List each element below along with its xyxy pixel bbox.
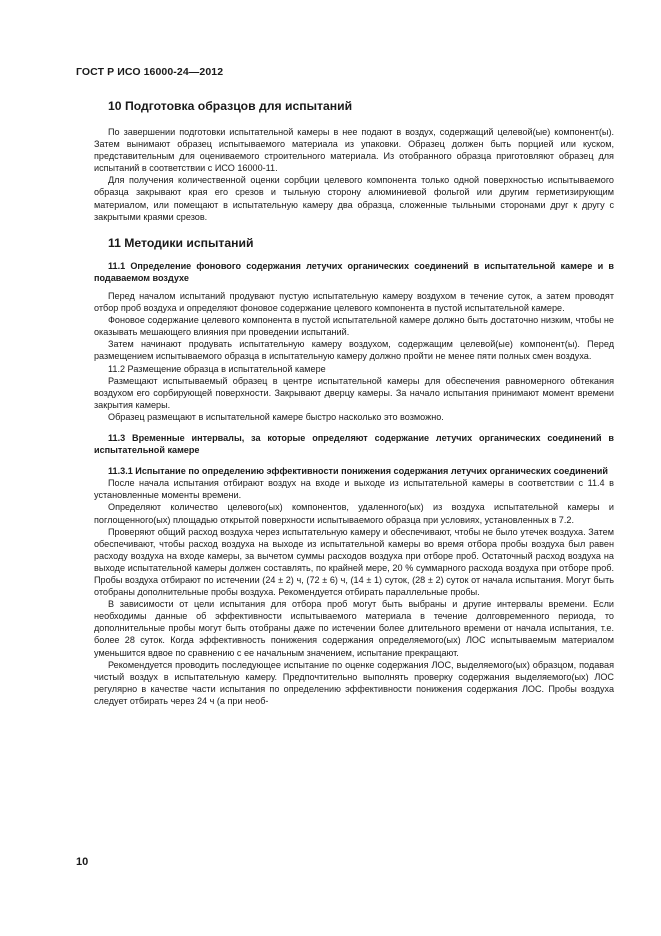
section-11-title: 11 Методики испытаний — [108, 235, 254, 250]
paragraph: Перед началом испытаний продувают пустую испытательную камеру воздухом в течение суток, а затем проводят отбор проб воздуха и определяют фоновое содержание целевого компонента в пустой испытательной камере. — [94, 290, 614, 314]
paragraph: По завершении подготовки испытательной камеры в нее подают в воздух, содержащий целевой(ые) компонент(ы). Затем вынимают образец испытываемого материала из упаковки. Образец должен быть порцией или куском, представительным для оцениваемого строительного материала. Из отобранного образца приготовляют образец для испытаний в соответствии с ИСО 16000-11. — [94, 127, 614, 174]
paragraph: В зависимости от цели испытания для отбора проб могут быть выбраны и другие интервалы времени. Если необходимы данные об эффективности испытываемого материала в течение долговременного периода, то дополнительные пробы могут быть отобраны даже по истечении более длительного времени от начала испытания, т.е. более 28 суток. Когда эффективность понижения содержания определяемого(ых) ЛОС испытываемым материалом уменьшится вдвое по сравнению с ее начальным значением, испытание прекращают. — [94, 599, 614, 658]
subsection-11-3-heading: 11.3 Временные интервалы, за которые определяют содержание летучих органических соединений в испытательной камере — [94, 432, 614, 456]
paragraph: Рекомендуется проводить последующее испытание по оценке содержания ЛОС, выделяемого(ых) образцом, подавая чистый воздух в испытательную камеру. Предпочтительно выполнять проверку содержания выделяемого(ых) ЛОС регулярно в качестве части испытания по определению эффективности понижения содержания ЛОС. Пробы воздуха следует отбирать через 24 ч (а при необ- — [94, 659, 614, 706]
paragraph: После начала испытания отбирают воздух на входе и выходе из испытательной камеры в соответствии с 11.4 в установленные моменты времени. — [94, 478, 614, 501]
subsection-11-3-1-heading: 11.3.1 Испытание по определению эффективности понижения содержания летучих органических соединений — [108, 466, 608, 477]
paragraph: Определяют количество целевого(ых) компонентов, удаленного(ых) из воздуха испытательной камеры и поглощенного(ых) площадью открытой поверхности испытываемого образца при условиях, установленных в 7.2. — [94, 502, 614, 525]
page-body — [94, 92, 614, 707]
running-header: ГОСТ Р ИСО 16000-24—2012 — [76, 66, 224, 78]
subsection-11-2-heading: 11.2 Размещение образца в испытательной камере — [108, 363, 326, 374]
section-10-title: 10 Подготовка образцов для испытаний — [108, 99, 353, 113]
paragraph: Размещают испытываемый образец в центре испытательной камеры для обеспечения равномерного обтекания воздухом его сорбирующей поверхности. Закрывают дверцу камеры. За начало испытания принимают момент времени закрытия камеры. — [94, 375, 614, 410]
page-number: 10 — [76, 856, 89, 868]
subsection-11-1-heading: 11.1 Определение фонового содержания летучих органических соединений в испытательной камере и в подаваемом воздухе — [94, 260, 614, 283]
paragraph: Для получения количественной оценки сорбции целевого компонента только одной поверхностью испытываемого образца закрывают края его срезов и тыльную сторону алюминиевой фольгой или другим герметизирующим материалом, или помещают в испытательную камеру два образца, сложенные тыльными сторонами друг к другу с закрытыми краями срезов. — [94, 175, 614, 222]
paragraph: Фоновое содержание целевого компонента в пустой испытательной камере должно быть достаточно низким, чтобы не оказывать мешающего влияния при проведении испытаний. — [94, 315, 614, 338]
paragraph: Затем начинают продувать испытательную камеру воздухом, содержащим целевой(ые) компонент(ы). Перед размещением испытываемого образца в испытательную камеру должно пройти не менее пяти полных смен воздуха. — [94, 339, 614, 362]
paragraph: Проверяют общий расход воздуха через испытательную камеру и обеспечивают, чтобы не было утечек воздуха. Затем обеспечивают, чтобы расход воздуха на выходе из испытательной камеры во время отбора пробы воздуха был равен расходу воздуха на входе камеры, за вычетом суммы расходов воздуха при отборе проб. Остаточный расход воздуха на выходе испытательной камеры должен составлять, по крайней мере, 20 % суммарного расхода воздуха при отборе проб. Пробы воздуха отбирают по истечении (24 ± 2) ч, (72 ± 6) ч, (14 ± 1) суток, (28 ± 2) суток от начала испытания. Могут быть отобраны дополнительные пробы воздуха. Рекомендуется отбирать параллельные пробы. — [94, 526, 614, 598]
paragraph: Образец размещают в испытательной камере быстро насколько это возможно. — [108, 411, 444, 422]
